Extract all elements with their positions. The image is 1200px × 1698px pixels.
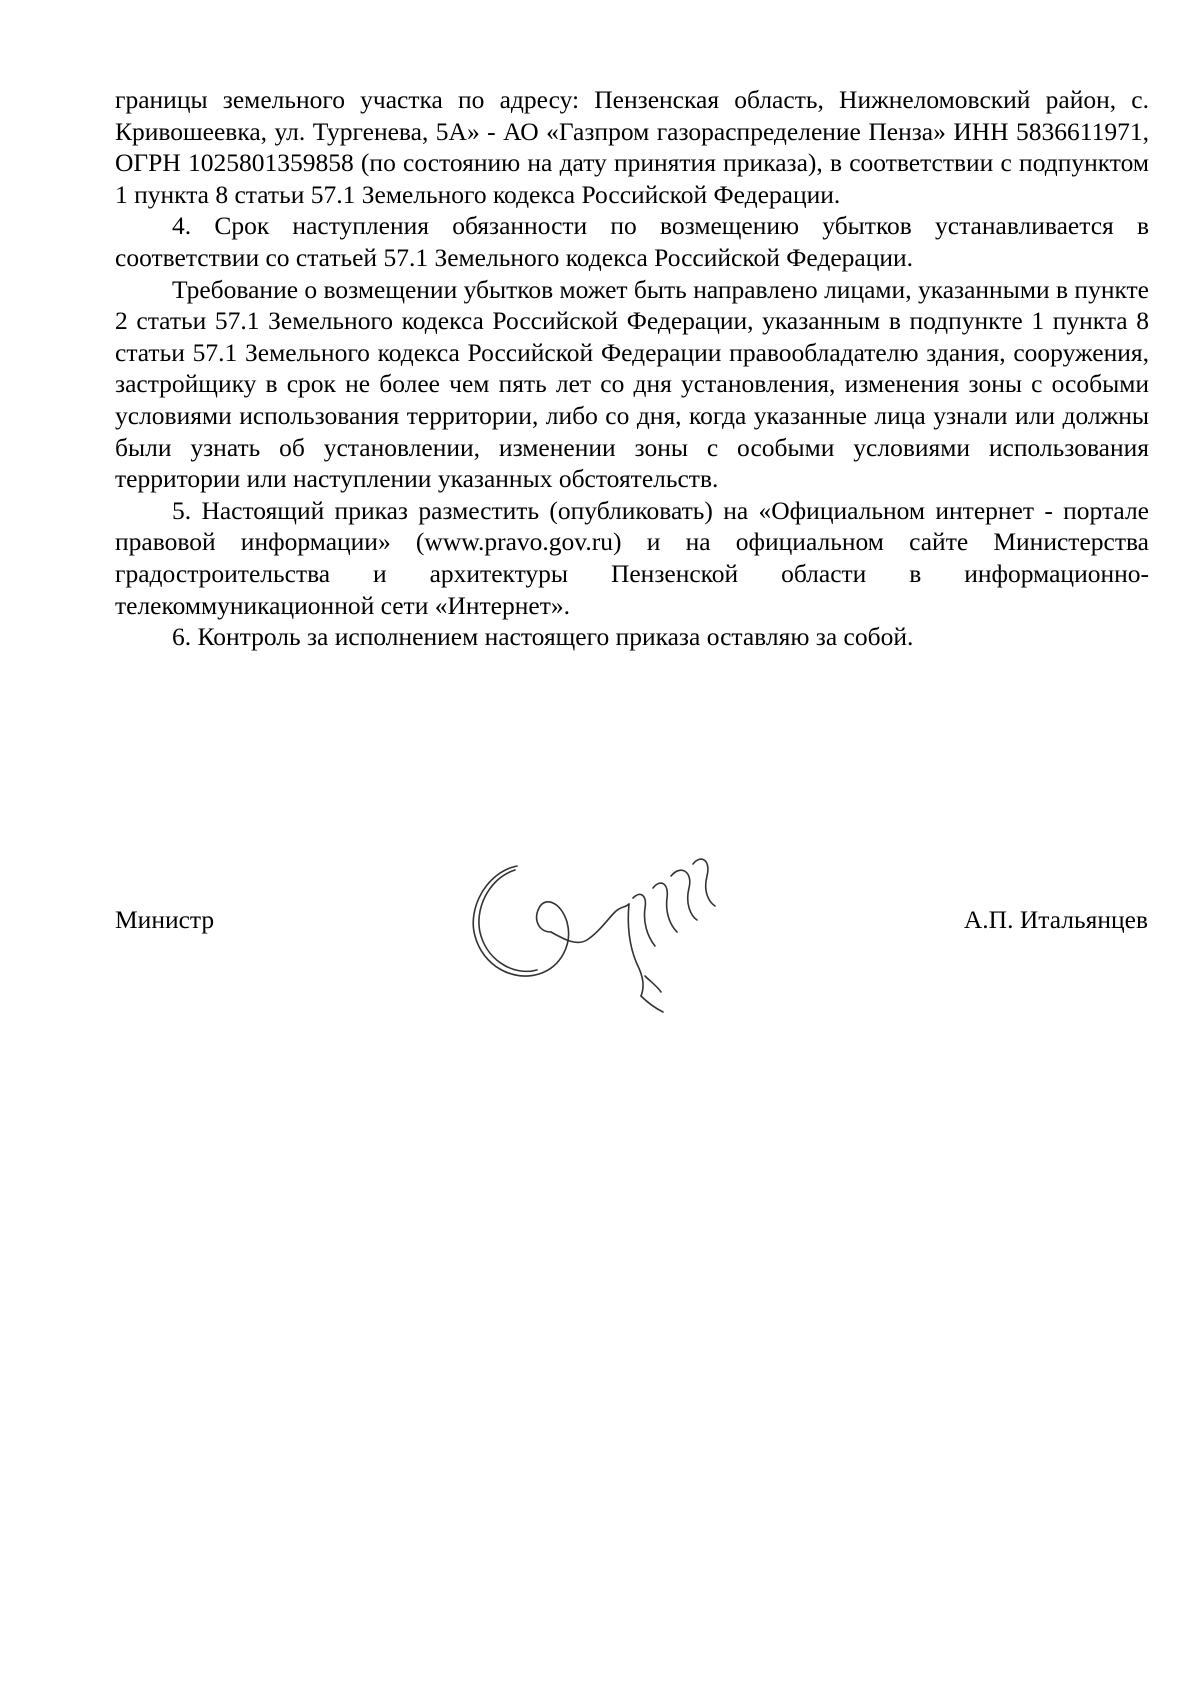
signatory-title: Министр xyxy=(115,905,215,934)
handwritten-signature xyxy=(465,836,737,1014)
paragraph-4: 5. Настоящий приказ разместить (опубликовать) на «Официальном интернет - портале правовой информации» (www.pravo.gov.ru) и на официальном сайте Министерства градостроительства и архитектуры Пензенской области в информационно-телекоммуникационной сети «Интернет». xyxy=(115,495,1149,620)
paragraph-1: границы земельного участка по адресу: Пензенская область, Нижнеломовский район, с. Кривошеевка, ул. Тургенева, 5А» - АО «Газпром газораспределение Пенза» ИНН 5836611971, ОГРН 1025801359858 (по состоянию на дату принятия приказа), в соответствии с подпунктом 1 пункта 8 статьи 57.1 Земельного кодекса Российской Федерации. xyxy=(115,85,1149,209)
paragraph-5: 6. Контроль за исполнением настоящего приказа оставляю за собой. xyxy=(172,622,914,652)
paragraph-2: 4. Срок наступления обязанности по возмещению убытков устанавливается в соответствии со статьей 57.1 Земельного кодекса Российской Федерации. xyxy=(115,211,1149,272)
signatory-name: А.П. Итальянцев xyxy=(963,905,1148,934)
document-body xyxy=(115,84,1149,653)
paragraph-3: Требование о возмещении убытков может быть направлено лицами, указанными в пункте 2 статьи 57.1 Земельного кодекса Российской Федерации, указанным в подпункте 1 пункта 8 статьи 57.1 Земельного кодекса Российской Федерации правообладателю здания, сооружения, застройщику в срок не более чем пять лет со дня установления, изменения зоны с особыми условиями использования территории, либо со дня, когда указанные лица узнали или должны были узнать об установлении, изменении зоны с особыми условиями использования территории или наступлении указанных обстоятельств. xyxy=(115,274,1149,494)
